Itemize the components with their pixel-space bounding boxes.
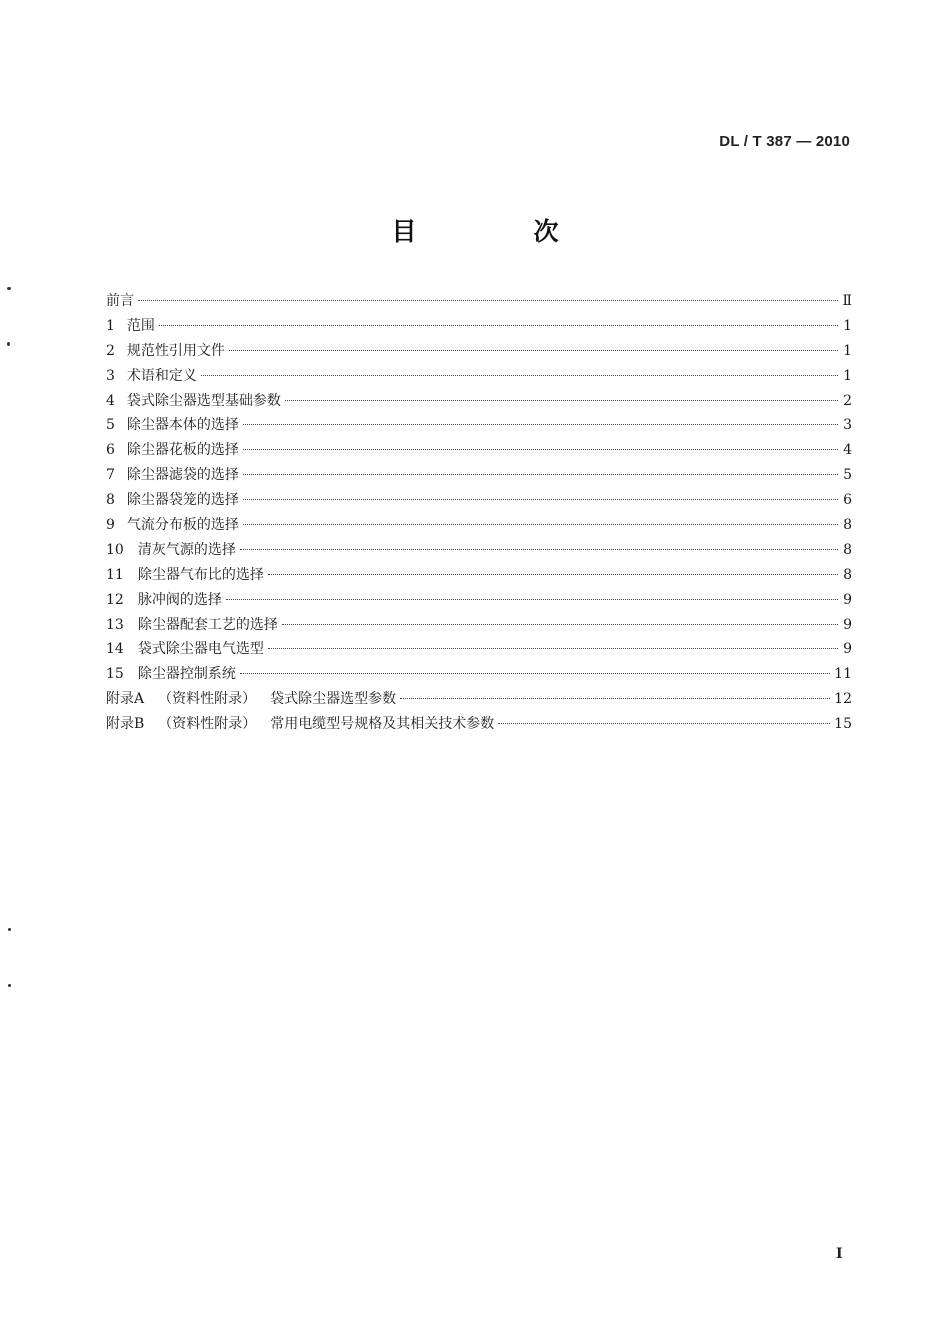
toc-entry-title: 脉冲阀的选择 — [137, 591, 222, 608]
dot-leader — [498, 723, 830, 724]
scan-speck — [7, 287, 11, 290]
toc-entry-title: 规范性引用文件 — [126, 342, 225, 359]
toc-entry-page: 3 — [843, 417, 852, 434]
toc-entry-page: 11 — [834, 666, 852, 683]
toc-entry-title: 除尘器本体的选择 — [126, 417, 239, 434]
dot-leader — [138, 300, 838, 301]
toc-entry-title: 除尘器配套工艺的选择 — [137, 616, 278, 633]
dot-leader — [226, 599, 838, 600]
standard-code: DL / T 387 — 2010 — [719, 133, 850, 150]
toc-entry-title: 除尘器花板的选择 — [126, 442, 239, 459]
appendix-title: 常用电缆型号规格及其相关技术参数 — [270, 716, 495, 733]
toc-entry[interactable] — [106, 365, 852, 390]
toc-entry[interactable] — [106, 439, 852, 464]
toc-entry-number: 3 — [106, 367, 115, 384]
toc-entry-page: 9 — [843, 641, 852, 658]
toc-entry-number: 8 — [106, 492, 115, 509]
toc-entry-number: 10 — [106, 541, 124, 558]
toc-entry-page: 5 — [843, 467, 852, 484]
toc-appendix-entry[interactable] — [106, 713, 852, 738]
scan-speck — [8, 984, 11, 987]
dot-leader — [243, 424, 838, 425]
toc-entry[interactable] — [106, 390, 852, 415]
dot-leader — [201, 375, 838, 376]
toc-appendix-entry[interactable] — [106, 688, 852, 713]
toc-entry[interactable] — [106, 464, 852, 489]
appendix-type: （资料性附录） — [158, 691, 257, 708]
toc-entry[interactable] — [106, 539, 852, 564]
toc-entry-page: 8 — [843, 566, 852, 583]
toc-entry[interactable] — [106, 340, 852, 365]
toc-entry-number: 13 — [106, 616, 124, 633]
toc-entry[interactable] — [106, 414, 852, 439]
table-of-contents — [106, 290, 852, 738]
toc-entry-title: 除尘器控制系统 — [137, 666, 236, 683]
dot-leader — [229, 350, 838, 351]
dot-leader — [243, 499, 838, 500]
toc-entry-page: 4 — [843, 442, 852, 459]
toc-entry-page: 9 — [843, 616, 852, 633]
appendix-page: 12 — [834, 691, 852, 708]
toc-entry[interactable] — [106, 315, 852, 340]
toc-entry-title: 除尘器滤袋的选择 — [126, 467, 239, 484]
dot-leader — [268, 648, 838, 649]
toc-entry-title: 范围 — [126, 317, 155, 334]
toc-entry-number: 5 — [106, 417, 115, 434]
toc-entry-page: Ⅱ — [842, 293, 852, 309]
dot-leader — [159, 325, 838, 326]
toc-entry[interactable] — [106, 614, 852, 639]
dot-leader — [268, 574, 838, 575]
appendix-type: （资料性附录） — [158, 716, 257, 733]
toc-entry-number: 4 — [106, 392, 115, 409]
scan-speck — [7, 342, 10, 346]
toc-entry-number: 9 — [106, 517, 115, 534]
toc-entry-number: 14 — [106, 641, 124, 658]
toc-entry-title: 除尘器袋笼的选择 — [126, 492, 239, 509]
toc-entry-page: 1 — [843, 342, 852, 359]
toc-entry-number: 7 — [106, 467, 115, 484]
toc-entry-number: 1 — [106, 317, 115, 334]
dot-leader — [240, 673, 830, 674]
toc-entry-number: 2 — [106, 342, 115, 359]
toc-entry[interactable] — [106, 589, 852, 614]
toc-entry-title: 清灰气源的选择 — [137, 541, 236, 558]
toc-entry-page: 2 — [843, 392, 852, 409]
page-title: 目 次 — [391, 217, 605, 246]
toc-entry[interactable] — [106, 663, 852, 688]
toc-entry[interactable] — [106, 638, 852, 663]
dot-leader — [243, 474, 838, 475]
appendix-label: 附录B — [106, 716, 145, 733]
toc-entry-page: 8 — [843, 541, 852, 558]
toc-entry-title: 气流分布板的选择 — [126, 517, 239, 534]
toc-entry-page: 9 — [843, 591, 852, 608]
toc-entry[interactable] — [106, 290, 852, 315]
toc-entry-page: 1 — [843, 367, 852, 384]
toc-entry[interactable] — [106, 514, 852, 539]
toc-entry-title: 袋式除尘器电气选型 — [137, 641, 264, 658]
appendix-page: 15 — [834, 716, 852, 733]
dot-leader — [285, 400, 838, 401]
toc-entry-number: 15 — [106, 666, 124, 683]
appendix-title: 袋式除尘器选型参数 — [270, 691, 397, 708]
toc-entry-page: 1 — [843, 317, 852, 334]
dot-leader — [400, 698, 830, 699]
toc-entry-number: 11 — [106, 566, 124, 583]
toc-entry-page: 6 — [843, 492, 852, 509]
dot-leader — [243, 449, 838, 450]
scan-speck — [8, 928, 11, 931]
toc-entry-title: 前言 — [106, 293, 134, 309]
dot-leader — [240, 549, 838, 550]
toc-entry[interactable] — [106, 489, 852, 514]
dot-leader — [282, 624, 838, 625]
page-number: I — [836, 1246, 843, 1262]
toc-entry-page: 8 — [843, 517, 852, 534]
appendix-label: 附录A — [106, 691, 145, 708]
toc-entry-number: 6 — [106, 442, 115, 459]
toc-entry-title: 袋式除尘器选型基础参数 — [126, 392, 281, 409]
toc-entry[interactable] — [106, 564, 852, 589]
toc-entry-title: 术语和定义 — [126, 367, 197, 384]
toc-entry-number: 12 — [106, 591, 124, 608]
toc-entry-title: 除尘器气布比的选择 — [137, 566, 264, 583]
dot-leader — [243, 524, 838, 525]
